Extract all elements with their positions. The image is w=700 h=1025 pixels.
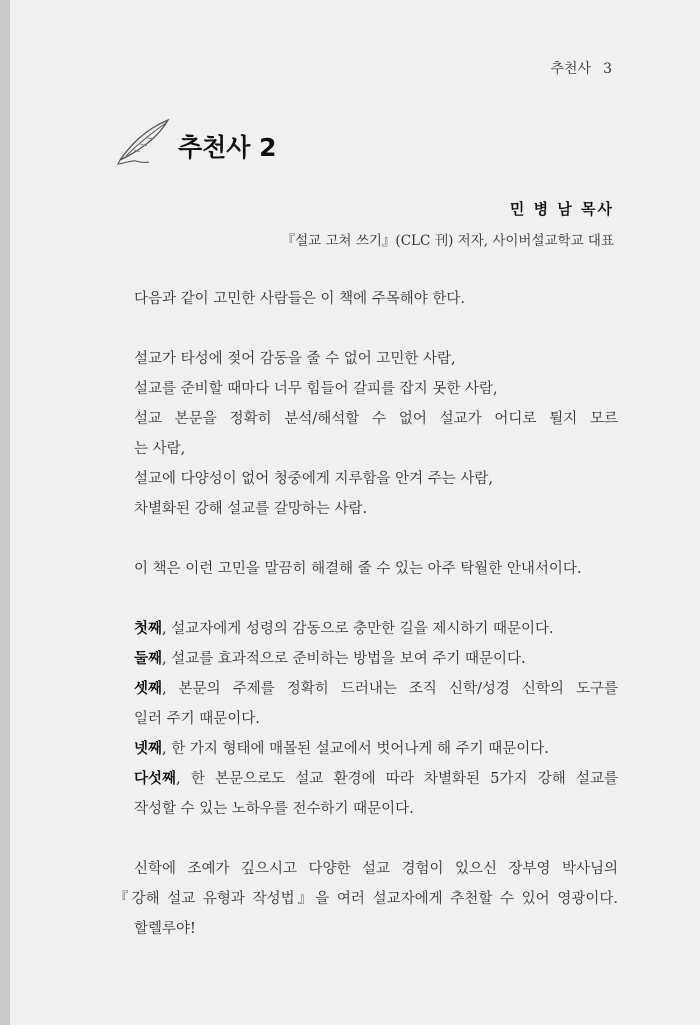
reason-item: 다섯째, 한 본문으로도 설교 환경에 따라 차별화된 5가지 강해 설교를 [134,771,618,787]
reason-label: 다섯째 [134,771,177,787]
reason-item: 첫째, 설교자에게 성령의 감동으로 충만한 길을 제시하기 때문이다. [134,621,554,637]
chapter-title: 추천사 2 [178,133,277,162]
reason-item: 셋째, 본문의 주제를 정확히 드러내는 조직 신학/성경 신학의 도구를 [134,681,618,697]
list-item: 차별화된 강해 설교를 갈망하는 사람. [134,501,368,517]
reason-item: 넷째, 한 가지 형태에 매몰된 설교에서 벗어나게 해 주기 때문이다. [134,741,549,757]
reason-continuation: 일러 주기 때문이다. [134,711,260,727]
list-item: 는 사람, [134,441,186,457]
closing-line: 할렐루야! [134,921,196,937]
chapter-heading [116,116,277,166]
reason-item: 둘째, 설교를 효과적으로 준비하는 방법을 보여 주기 때문이다. [134,651,526,667]
body-text [114,284,618,944]
closing-line: 신학에 조예가 깊으시고 다양한 설교 경험이 있으신 장부영 박사님의 [134,861,618,877]
closing-line: 『강해 설교 유형과 작성법』을 여러 설교자에게 추천할 수 있어 영광이다. [114,891,618,907]
list-item: 설교가 타성에 젖어 감동을 줄 수 없어 고민한 사람, [134,351,456,367]
reason-label: 셋째 [134,681,163,697]
intro-paragraph: 다음과 같이 고민한 사람들은 이 책에 주목해야 한다. [134,291,466,307]
author-block [282,198,614,249]
list-item: 설교를 준비할 때마다 너무 힘들어 갈피를 잡지 못한 사람, [134,381,498,397]
author-affiliation: 『설교 고쳐 쓰기』(CLC 刊) 저자, 사이버설교학교 대표 [281,233,614,249]
author-name: 민 병 남 목사 [509,200,614,218]
quill-pen-icon [116,116,174,166]
summary-paragraph: 이 책은 이런 고민을 말끔히 해결해 줄 수 있는 아주 탁월한 안내서이다. [134,561,582,577]
reason-label: 첫째 [134,621,163,637]
reason-label: 둘째 [134,651,163,667]
page-edge-shadow [0,0,10,1025]
running-header-section: 추천사 [550,61,592,77]
list-item: 설교에 다양성이 없어 청중에게 지루함을 안겨 주는 사람, [134,471,494,487]
reason-label: 넷째 [134,741,163,757]
running-header [551,58,613,78]
page-number: 3 [603,61,612,77]
reason-continuation: 작성할 수 있는 노하우를 전수하기 때문이다. [134,801,414,817]
list-item: 설교 본문을 정확히 분석/해석할 수 없어 설교가 어디로 튈지 모르 [134,411,618,427]
